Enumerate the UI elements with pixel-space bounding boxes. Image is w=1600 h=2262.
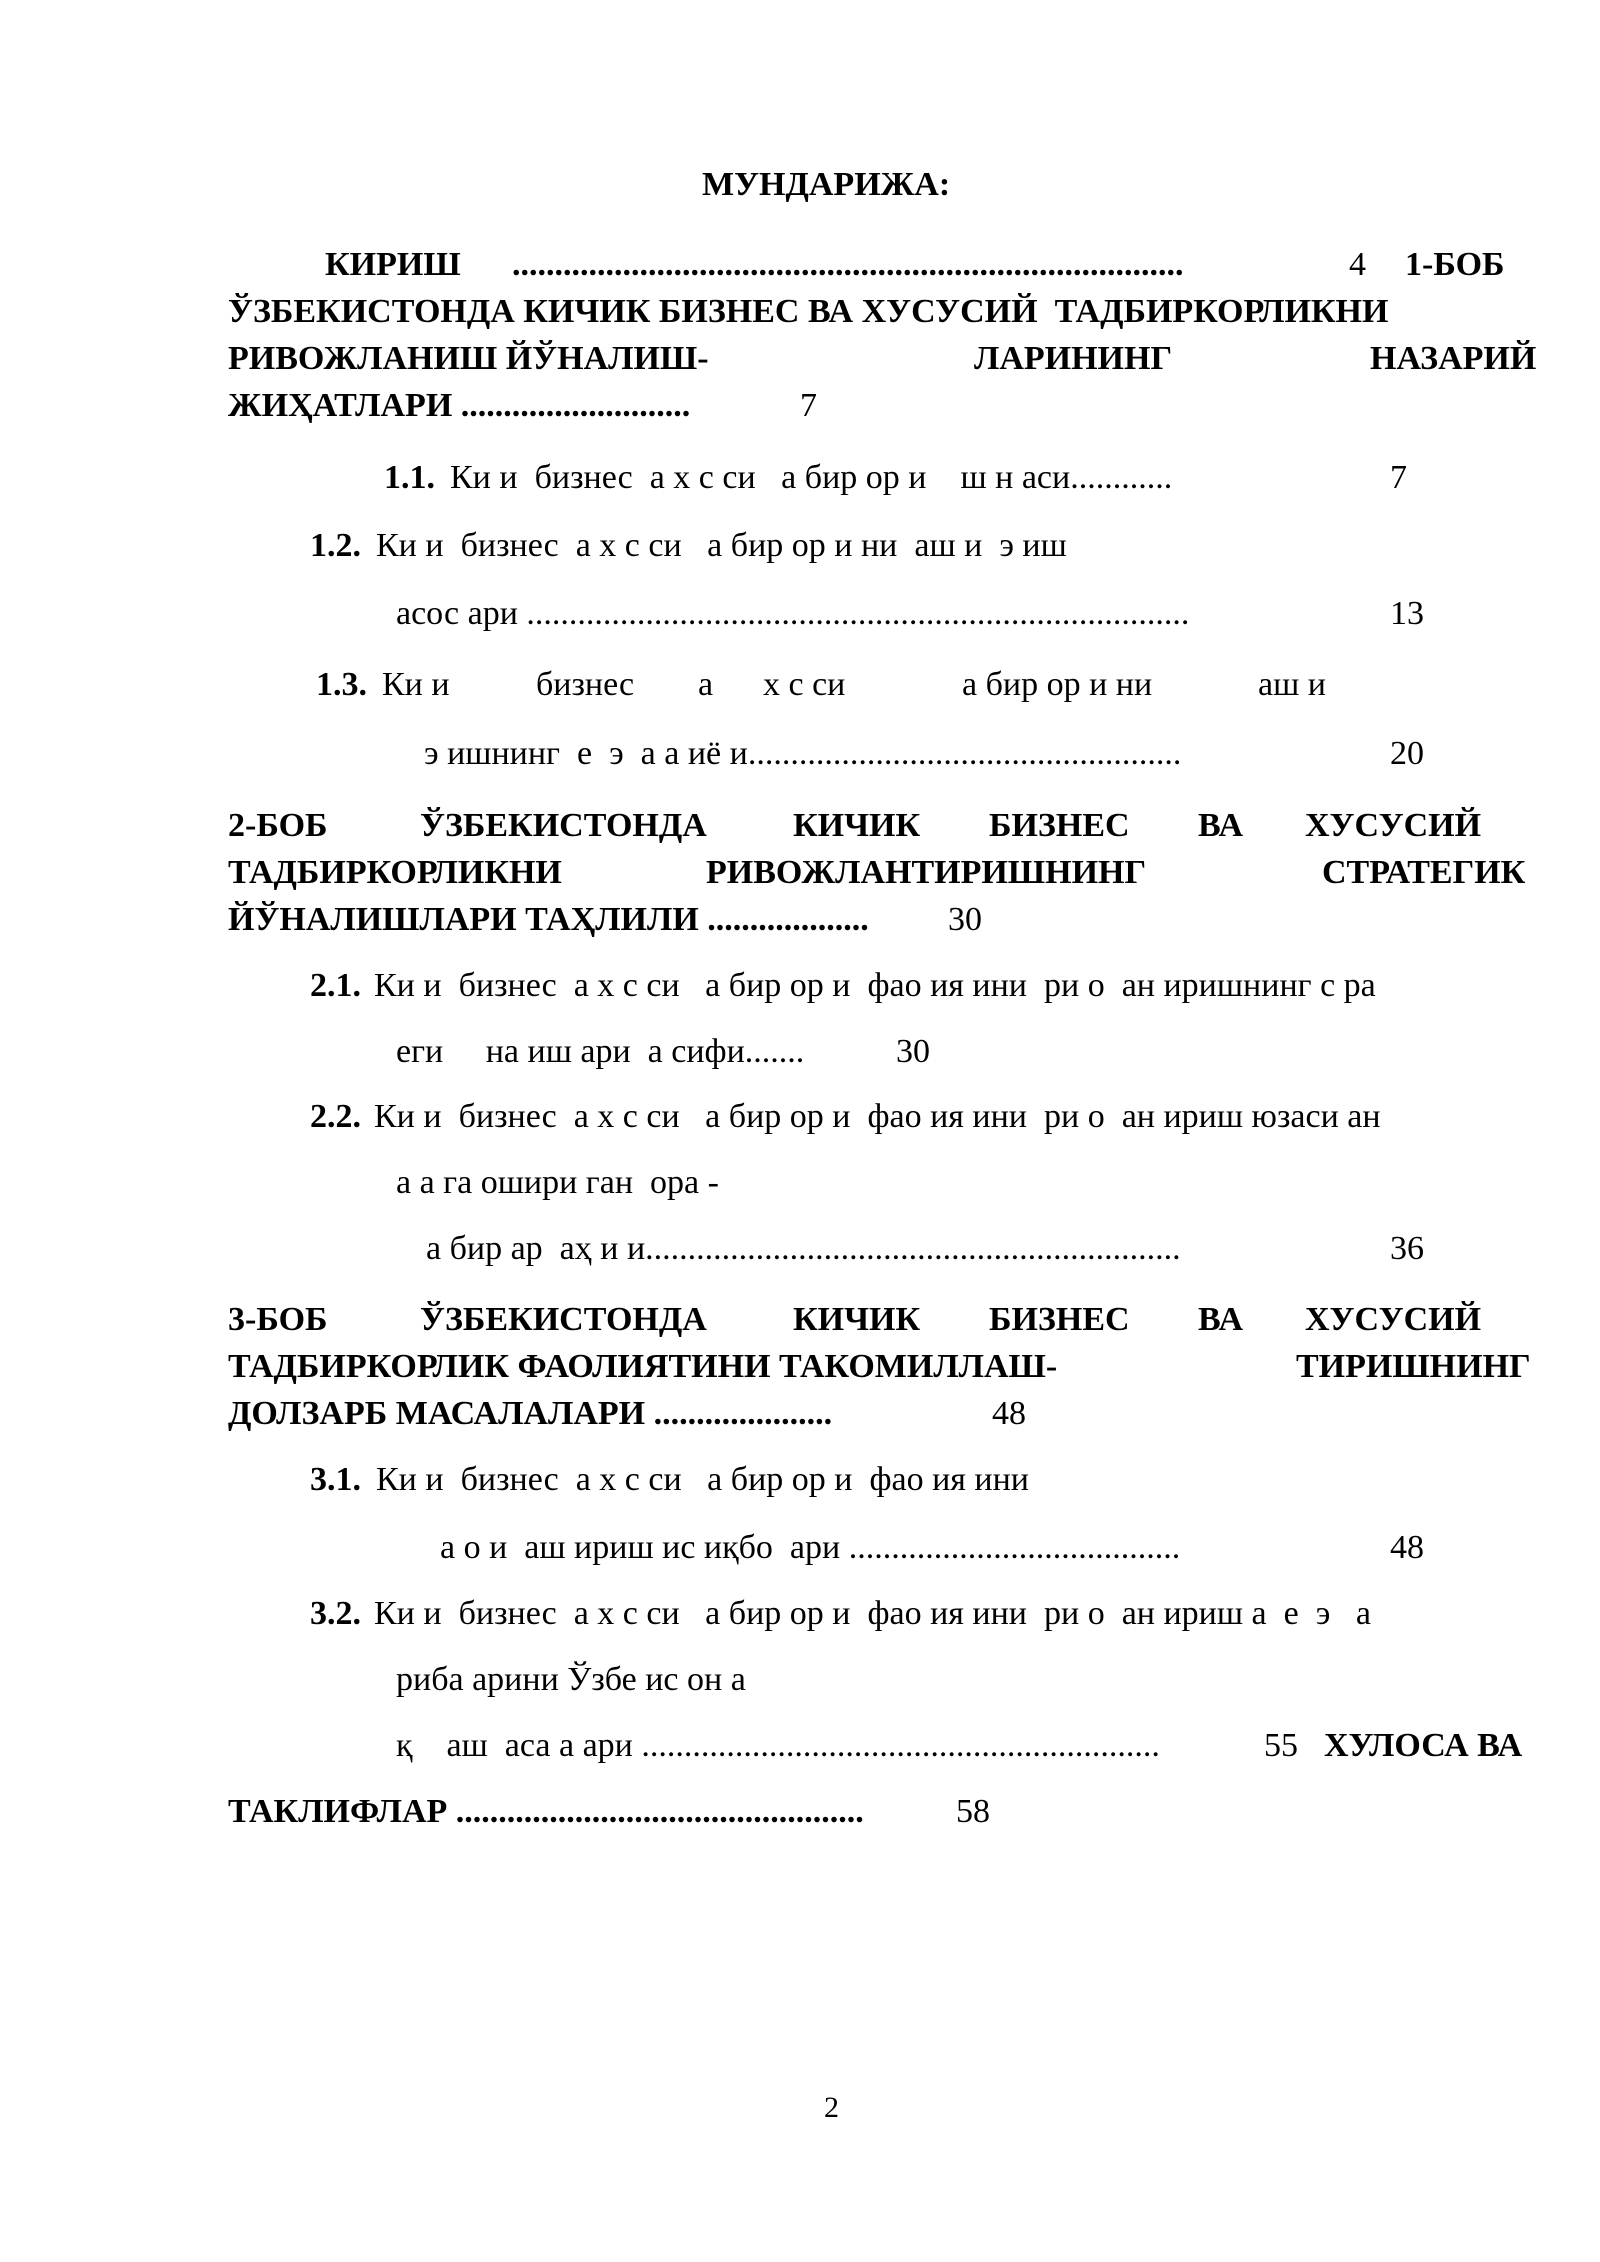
toc-s22-num: 2.2. (310, 1098, 361, 1135)
toc-ch1-heading-3c: НАЗАРИЙ (1370, 340, 1537, 377)
toc-conclusion-b: ТАКЛИФЛАР ................................................ (228, 1793, 864, 1830)
toc-ch2-l2a: ТАДБИРКОРЛИКНИ (228, 854, 562, 891)
toc-ch2-w5: ВА (1198, 807, 1244, 844)
toc-intro-dots: ............................................................................... (512, 246, 1184, 283)
toc-s32-text: Ки и бизнес а х с си а бир ор и фао ия ини ри о ан ириш а е э а (374, 1595, 1371, 1632)
toc-s11-num: 1.1. (384, 459, 435, 496)
toc-s21-num: 2.1. (310, 967, 361, 1004)
toc-ch2-w6: ХУСУСИЙ (1305, 807, 1482, 844)
toc-ch2-w2: ЎЗБЕКИСТОНДА (420, 807, 707, 844)
toc-s13-text-a: Ки и (382, 666, 450, 703)
toc-intro-page: 4 (1349, 246, 1366, 283)
toc-ch2-l2b: РИВОЖЛАНТИРИШНИНГ (706, 854, 1147, 891)
toc-s31-num: 3.1. (310, 1461, 361, 1498)
toc-ch1-page: 7 (800, 387, 817, 424)
toc-s32-cont1: риба арини Ўзбе ис он а (396, 1661, 746, 1698)
toc-title: МУНДАРИЖА: (702, 166, 951, 203)
toc-ch3-l2a: ТАДБИРКОРЛИК ФАОЛИЯТИНИ ТАКОМИЛЛАШ- (228, 1348, 1058, 1385)
toc-s12-cont: асос ари .............................................................................. (396, 595, 1190, 632)
toc-s13-cont: э ишнинг е э а а иё и................................................... (424, 735, 1182, 772)
toc-s32-num: 3.2. (310, 1595, 361, 1632)
toc-s22-page: 36 (1390, 1230, 1424, 1267)
toc-ch3-w4: БИЗНЕС (989, 1301, 1130, 1338)
toc-ch2-l2c: СТРАТЕГИК (1322, 854, 1526, 891)
toc-ch3-w3: КИЧИК (793, 1301, 921, 1338)
toc-s11-page: 7 (1390, 459, 1407, 496)
toc-ch1-heading-3a: РИВОЖЛАНИШ ЙЎНАЛИШ- (228, 340, 709, 377)
toc-ch3-w6: ХУСУСИЙ (1305, 1301, 1482, 1338)
toc-ch2-w3: КИЧИК (793, 807, 921, 844)
toc-s21-page: 30 (896, 1033, 930, 1070)
toc-s21-cont: еги на иш ари а сифи....... (396, 1033, 805, 1070)
toc-ch3-page: 48 (992, 1395, 1026, 1432)
toc-conclusion-page: 58 (956, 1793, 990, 1830)
toc-s13-text-c: а (698, 666, 714, 703)
toc-conclusion-a: ХУЛОСА ВА (1324, 1727, 1523, 1764)
toc-ch3-l2b: ТИРИШНИНГ (1296, 1348, 1531, 1385)
toc-s13-text-d: х с си (763, 666, 846, 703)
toc-ch2-w1: 2-БОБ (228, 807, 328, 844)
toc-intro-label: КИРИШ (325, 246, 461, 283)
toc-s32-page: 55 (1264, 1727, 1298, 1764)
toc-ch3-w5: ВА (1198, 1301, 1244, 1338)
toc-ch2-page: 30 (948, 901, 982, 938)
toc-ch1-heading-3b: ЛАРИНИНГ (974, 340, 1173, 377)
toc-s22-text: Ки и бизнес а х с си а бир ор и фао ия ини ри о ан ириш юзаси ан (374, 1098, 1381, 1135)
toc-s12-text: Ки и бизнес а х с си а бир ор и ни аш и э иш (376, 527, 1067, 564)
toc-s12-num: 1.2. (310, 527, 361, 564)
toc-ch1-heading-2: ЎЗБЕКИСТОНДА КИЧИК БИЗНЕС ВА ХУСУСИЙ ТАДБИРКОРЛИКНИ (228, 293, 1389, 330)
toc-s13-text-f: аш и (1258, 666, 1326, 703)
toc-s11-text: Ки и бизнес а х с си а бир ор и ш н аси............ (450, 459, 1173, 496)
toc-s22-cont2: а бир ар аҳ и и............................................................... (426, 1230, 1181, 1267)
toc-s31-page: 48 (1390, 1529, 1424, 1566)
toc-ch3-l3: ДОЛЗАРБ МАСАЛАЛАРИ ..................... (228, 1395, 833, 1432)
toc-ch3-w2: ЎЗБЕКИСТОНДА (420, 1301, 707, 1338)
toc-ch2-w4: БИЗНЕС (989, 807, 1130, 844)
toc-s31-cont: а о и аш ириш ис иқбо ари ....................................... (440, 1529, 1181, 1566)
toc-s13-text-e: а бир ор и ни (962, 666, 1153, 703)
toc-s21-text: Ки и бизнес а х с си а бир ор и фао ия ини ри о ан иришнинг с ра (374, 967, 1376, 1004)
toc-s12-page: 13 (1390, 595, 1424, 632)
toc-ch1-heading-4: ЖИҲАТЛАРИ ........................... (228, 387, 691, 424)
toc-ch2-l3: ЙЎНАЛИШЛАРИ ТАҲЛИЛИ ................... (228, 901, 869, 938)
toc-s13-num: 1.3. (316, 666, 367, 703)
footer-page-number: 2 (824, 2091, 839, 2124)
toc-s13-page: 20 (1390, 735, 1424, 772)
toc-s31-text: Ки и бизнес а х с си а бир ор и фао ия ини (376, 1461, 1030, 1498)
toc-ch1-heading-1: 1-БОБ (1405, 246, 1505, 283)
toc-s22-cont1: а а га ошири ган ора - (396, 1164, 719, 1201)
toc-s32-cont2: қ аш аса а ари ............................................................. (396, 1727, 1160, 1764)
toc-s13-text-b: бизнес (536, 666, 635, 703)
toc-ch3-w1: 3-БОБ (228, 1301, 328, 1338)
